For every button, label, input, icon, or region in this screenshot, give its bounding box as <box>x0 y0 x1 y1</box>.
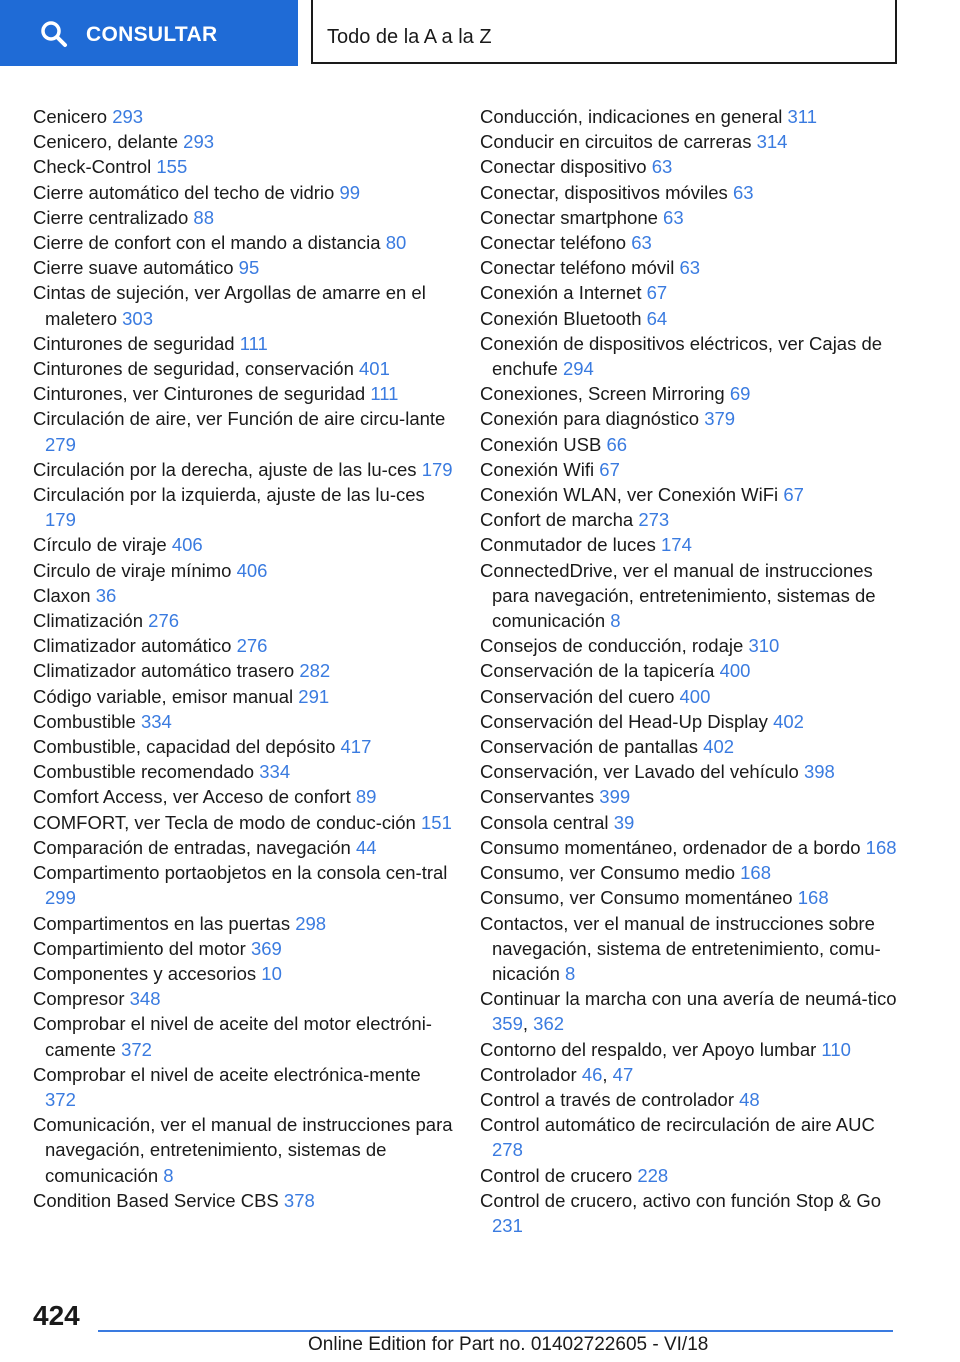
page-number: 424 <box>33 1300 80 1331</box>
page-link[interactable]: 298 <box>295 912 327 934</box>
page-link[interactable]: 273 <box>638 509 670 531</box>
index-entry-text: Conexión para diagnóstico <box>480 408 700 430</box>
consult-label: CONSULTAR <box>86 23 218 46</box>
page-link[interactable]: 311 <box>787 106 818 127</box>
page-link[interactable]: 279 <box>45 433 76 455</box>
page-link[interactable]: 88 <box>193 206 214 228</box>
index-entry-text: Círculo de viraje <box>33 534 167 556</box>
page-link[interactable]: 8 <box>163 1164 174 1186</box>
page-link[interactable]: 80 <box>385 232 407 254</box>
index-entry <box>480 734 900 759</box>
index-entry <box>33 482 453 532</box>
page-link[interactable]: 399 <box>599 786 631 808</box>
index-entry-text: Código variable, emisor manual <box>33 685 294 707</box>
index-entry <box>33 532 453 557</box>
index-entry-text: Check-Control <box>33 156 152 178</box>
index-entry <box>480 1188 900 1238</box>
page-link[interactable]: 46 <box>581 1063 603 1085</box>
footer-edition: Online Edition for Part no. 01402722605 - VI/18 <box>308 1334 709 1355</box>
index-entry-text: Consumo momentáneo, ordenador de a bordo <box>480 836 861 858</box>
index-entry-text: Combustible <box>33 710 136 732</box>
page-link[interactable]: 67 <box>783 484 804 506</box>
index-column-right <box>480 104 900 1238</box>
page-link[interactable]: 278 <box>492 1139 523 1161</box>
index-entry <box>480 331 900 381</box>
page-link[interactable]: 362 <box>533 1013 565 1035</box>
index-entry-text: Componentes y accesorios <box>33 962 257 984</box>
index-entry <box>33 406 453 456</box>
page-link[interactable]: 372 <box>45 1088 76 1110</box>
index-entry-text: Conectar dispositivo <box>480 156 647 178</box>
index-entry <box>480 784 900 809</box>
page-link[interactable]: 174 <box>661 534 692 556</box>
index-entry-text: Cenicero <box>33 106 108 127</box>
index-entry-text: Compresor <box>33 988 125 1010</box>
page-link[interactable]: 48 <box>739 1088 760 1110</box>
page-link[interactable]: 67 <box>599 458 620 480</box>
page-link[interactable]: 63 <box>631 232 652 254</box>
index-entry-text: Consola central <box>480 811 609 833</box>
page-link[interactable]: 378 <box>283 1189 315 1211</box>
index-entry <box>33 986 453 1011</box>
page-link[interactable]: 168 <box>740 862 772 884</box>
index-entry <box>480 1087 900 1112</box>
page-link[interactable]: 276 <box>236 635 268 657</box>
page-link[interactable]: 417 <box>340 736 372 758</box>
index-entry-text: Consumo, ver Consumo momentáneo <box>480 887 793 909</box>
index-entry-text: Cinturones de seguridad, conservación <box>33 358 354 380</box>
page-link[interactable]: 231 <box>492 1214 523 1236</box>
index-entry <box>33 230 453 255</box>
index-entry-text: Climatización <box>33 610 144 632</box>
breadcrumb[interactable] <box>311 0 897 64</box>
index-entry-text: Conexión USB <box>480 433 602 455</box>
index-entry-text: Cierre de confort con el mando a distancia <box>33 232 381 254</box>
index-entry <box>33 381 453 406</box>
index-entry <box>480 684 900 709</box>
index-entry-text: Conservantes <box>480 786 595 808</box>
page-link[interactable]: 63 <box>679 257 701 279</box>
index-entry <box>480 205 900 230</box>
footer-divider <box>98 1330 893 1332</box>
page-link[interactable]: 293 <box>112 106 144 127</box>
index-entry-text: Conexiones, Screen Mirroring <box>480 383 725 405</box>
index-entry-text: Conservación, ver Lavado del vehículo <box>480 761 799 783</box>
page-link[interactable]: 379 <box>704 408 736 430</box>
index-entry <box>33 709 453 734</box>
index-entry-text: Cenicero, delante <box>33 131 179 153</box>
index-entry-text: Consumo, ver Consumo medio <box>480 862 735 884</box>
index-entry-text: Cierre automático del techo de vidrio <box>33 181 335 203</box>
page-link[interactable]: 293 <box>183 131 215 153</box>
index-entry <box>33 457 453 482</box>
index-entry <box>33 104 453 129</box>
index-entry <box>33 759 453 784</box>
page-link[interactable]: 155 <box>156 156 188 178</box>
index-entry <box>480 709 900 734</box>
index-entry-text: Confort de marcha <box>480 509 634 531</box>
index-entry <box>33 583 453 608</box>
index-entry-text: ConnectedDrive, ver el manual de instrucciones para navegación, entretenimiento, sistemas de comunicación <box>480 559 876 632</box>
index-entry-text: Climatizador automático <box>33 635 232 657</box>
page-link[interactable]: 334 <box>259 761 291 783</box>
index-entry-text: Control automático de recirculación de aire AUC <box>480 1114 875 1136</box>
index-entry <box>33 180 453 205</box>
page-link[interactable]: 282 <box>299 660 331 682</box>
breadcrumb-text: Todo de la A a la Z <box>327 26 492 48</box>
page-link[interactable]: 110 <box>821 1038 851 1060</box>
index-entry <box>480 432 900 457</box>
index-entry-text: Condition Based Service CBS <box>33 1189 279 1211</box>
index-entry <box>480 558 900 634</box>
index-entry-text: Control de crucero, activo con función Stop & Go <box>480 1189 882 1211</box>
page-link[interactable]: 359 <box>492 1013 523 1035</box>
index-entry <box>480 860 900 885</box>
index-entry <box>480 457 900 482</box>
index-entry <box>33 558 453 583</box>
index-entry <box>33 331 453 356</box>
index-entry-text: Control a través de controlador <box>480 1088 734 1110</box>
page-link[interactable]: 99 <box>339 181 361 203</box>
index-entry <box>33 911 453 936</box>
index-entry <box>33 658 453 683</box>
index-entry <box>480 759 900 784</box>
index-entry-text: Compartimentos en las puertas <box>33 912 291 934</box>
index-entry <box>33 154 453 179</box>
index-entry-text: Control de crucero <box>480 1164 633 1186</box>
index-entry-text: Cinturones de seguridad <box>33 332 235 354</box>
index-entry-text: Climatizador automático trasero <box>33 660 295 682</box>
index-entry-text: Conmutador de luces <box>480 534 656 556</box>
index-entry: Continuar la marcha con una avería de neumá‐tico 359, 362 <box>480 988 897 1035</box>
index-entry-text: Cierre suave automático <box>33 257 234 279</box>
page-link[interactable]: 276 <box>148 610 180 632</box>
index-entry-text: Comprobar el nivel de aceite electrónica‐mente <box>33 1063 421 1085</box>
index-entry-text: Comfort Access, ver Acceso de confort <box>33 786 351 808</box>
page-link[interactable]: 310 <box>748 635 780 657</box>
index-entry-text: Conservación de pantallas <box>480 736 699 758</box>
page-link[interactable]: 69 <box>729 383 751 405</box>
index-entry <box>480 406 900 431</box>
page-link[interactable]: 63 <box>651 156 673 178</box>
page-link[interactable]: 372 <box>121 1038 152 1060</box>
page-link[interactable]: 63 <box>663 206 684 228</box>
index-entry <box>480 835 900 860</box>
page-link[interactable]: 63 <box>732 181 754 203</box>
index-entry-text: Claxon <box>33 584 91 606</box>
page-link[interactable]: 299 <box>45 887 76 909</box>
page-link[interactable]: 406 <box>236 559 268 581</box>
index-entry <box>33 633 453 658</box>
consult-button[interactable] <box>0 0 298 66</box>
index-entry <box>33 734 453 759</box>
page-link[interactable]: 10 <box>261 962 282 984</box>
index-entry-text: Circulación de aire, ver Función de aire circu‐lante <box>33 408 446 430</box>
page-link[interactable]: 314 <box>756 131 788 153</box>
index-entry <box>480 280 900 305</box>
index-entry <box>480 633 900 658</box>
index-entry <box>480 482 900 507</box>
index-entry <box>33 280 453 330</box>
search-icon <box>40 20 68 48</box>
page-link[interactable]: 400 <box>719 660 751 682</box>
index-entry-text: Consejos de conducción, rodaje <box>480 635 744 657</box>
index-entry-text: Compartimento portaobjetos en la consola cen‐tral <box>33 862 448 884</box>
index-entry-text: Cierre centralizado <box>33 206 189 228</box>
index-entry-text: Circulo de viraje mínimo <box>33 559 232 581</box>
page-link[interactable]: 111 <box>239 332 268 354</box>
page-link[interactable]: 406 <box>171 534 203 556</box>
index-entry-text: Conservación del cuero <box>480 685 675 707</box>
index-entry <box>480 381 900 406</box>
index-entry-text: Conducción, indicaciones en general <box>480 106 783 127</box>
page-link[interactable]: 89 <box>355 786 377 808</box>
index-entry <box>480 532 900 557</box>
page-link[interactable]: 8 <box>610 610 621 632</box>
index-entry-text: Conducir en circuitos de carreras <box>480 131 752 153</box>
index-entry <box>33 961 453 986</box>
index-entry <box>480 911 900 987</box>
index-entry <box>33 835 453 860</box>
page-link[interactable]: 303 <box>122 307 153 329</box>
index-entry-text: Compartimiento del motor <box>33 937 246 959</box>
page-link[interactable]: 291 <box>298 685 330 707</box>
index-entry-text: Circulación por la derecha, ajuste de las lu‐ces <box>33 458 417 480</box>
index-entry <box>480 129 900 154</box>
index-entry-text: Conservación del Head-Up Display <box>480 710 768 732</box>
page-link[interactable]: 95 <box>238 257 260 279</box>
index-entry <box>33 205 453 230</box>
index-entry-text: Contorno del respaldo, ver Apoyo lumbar <box>480 1038 817 1060</box>
header <box>0 0 960 66</box>
index-entry-text: Conexión de dispositivos eléctricos, ver Cajas de enchufe <box>480 332 883 380</box>
index-entry-text: Conectar teléfono móvil <box>480 257 675 279</box>
index-entry <box>480 154 900 179</box>
index-entry <box>33 810 453 835</box>
index-entry-text: Conexión Wifi <box>480 458 595 480</box>
index-entry-text: Comunicación, ver el manual de instrucciones para navegación, entretenimiento, sistemas de comunicación <box>33 1114 453 1186</box>
page-link[interactable]: 111 <box>370 383 399 405</box>
page-link[interactable]: 179 <box>45 509 76 531</box>
index-entry-text: Conservación de la tapicería <box>480 660 715 682</box>
index-entry-text: COMFORT, ver Tecla de modo de conduc‐ción <box>33 811 416 833</box>
page-link[interactable]: 168 <box>865 836 897 858</box>
page-link[interactable]: 402 <box>703 736 735 758</box>
page-link[interactable]: 334 <box>140 710 172 732</box>
index-entry-text: Combustible, capacidad del depósito <box>33 736 336 758</box>
page-link[interactable]: 168 <box>797 887 829 909</box>
index-entry <box>33 1188 453 1213</box>
page-link[interactable]: 64 <box>646 307 668 329</box>
index-entry-text: Conexión Bluetooth <box>480 307 642 329</box>
index-entry <box>33 1062 453 1112</box>
index-entry-text: Comprobar el nivel de aceite del motor electróni‐camente <box>33 1013 432 1060</box>
index-entry <box>33 860 453 910</box>
index-entry <box>33 255 453 280</box>
index-entry <box>480 104 900 129</box>
index-entry-text: Cinturones, ver Cinturones de seguridad <box>33 383 366 405</box>
index-entry-text: Combustible recomendado <box>33 761 255 783</box>
page-link[interactable]: 67 <box>646 282 668 304</box>
index-entry <box>480 180 900 205</box>
index-entry <box>33 936 453 961</box>
page-link[interactable]: 39 <box>613 811 635 833</box>
index-entry: Controlador 46, 47 <box>480 1063 634 1085</box>
page-link[interactable]: 402 <box>773 710 804 732</box>
index-entry <box>480 658 900 683</box>
index-entry-text: Conectar, dispositivos móviles <box>480 181 728 203</box>
index-entry-text: Conectar teléfono <box>480 232 627 254</box>
index-entry <box>480 1112 900 1162</box>
page-link[interactable]: 294 <box>562 358 594 380</box>
index-entry-text: Conectar smartphone <box>480 206 658 228</box>
page-link[interactable]: 400 <box>679 685 711 707</box>
index-entry <box>480 885 900 910</box>
index-entry <box>33 356 453 381</box>
index-entry-text: Controlador <box>480 1063 577 1085</box>
index-entry <box>33 608 453 633</box>
page-link[interactable]: 66 <box>606 433 628 455</box>
index-entry-text: Conexión a Internet <box>480 282 642 304</box>
page-link[interactable]: 47 <box>612 1063 634 1085</box>
index-entry-text: Contactos, ver el manual de instrucciones sobre navegación, sistema de entretenimiento, comu‐nicación <box>480 912 881 984</box>
index-entry-text: Continuar la marcha con una avería de neumá‐tico <box>480 988 897 1010</box>
page-link[interactable]: 398 <box>803 761 835 783</box>
page-link[interactable]: 151 <box>421 811 452 833</box>
page-link[interactable]: 8 <box>565 962 576 984</box>
page-link[interactable]: 44 <box>355 836 377 858</box>
index-entry-text: Conexión WLAN, ver Conexión WiFi <box>480 484 779 506</box>
index-entry <box>33 1112 453 1188</box>
index-entry <box>33 129 453 154</box>
index-entry <box>480 230 900 255</box>
index-entry <box>480 810 900 835</box>
index-entry <box>480 507 900 532</box>
page-link[interactable]: 348 <box>129 988 161 1010</box>
index-entry <box>480 1163 900 1188</box>
page-link[interactable]: 36 <box>95 584 117 606</box>
index-entry <box>480 255 900 280</box>
index-entry <box>480 306 900 331</box>
index-entry-text: Comparación de entradas, navegación <box>33 836 351 858</box>
page-link[interactable]: 228 <box>637 1164 669 1186</box>
page-link[interactable]: 179 <box>421 458 453 480</box>
index-entry-text: Circulación por la izquierda, ajuste de las lu‐ces <box>33 484 425 506</box>
page-link[interactable]: 369 <box>250 937 282 959</box>
index-entry <box>480 1037 900 1062</box>
index-column-left <box>33 104 453 1213</box>
index-entry-text: Cintas de sujeción, ver Argollas de amarre en el maletero <box>33 282 426 329</box>
index-entry <box>33 784 453 809</box>
page-link[interactable]: 401 <box>359 358 390 380</box>
index-entry <box>33 684 453 709</box>
index-entry <box>33 1011 453 1061</box>
